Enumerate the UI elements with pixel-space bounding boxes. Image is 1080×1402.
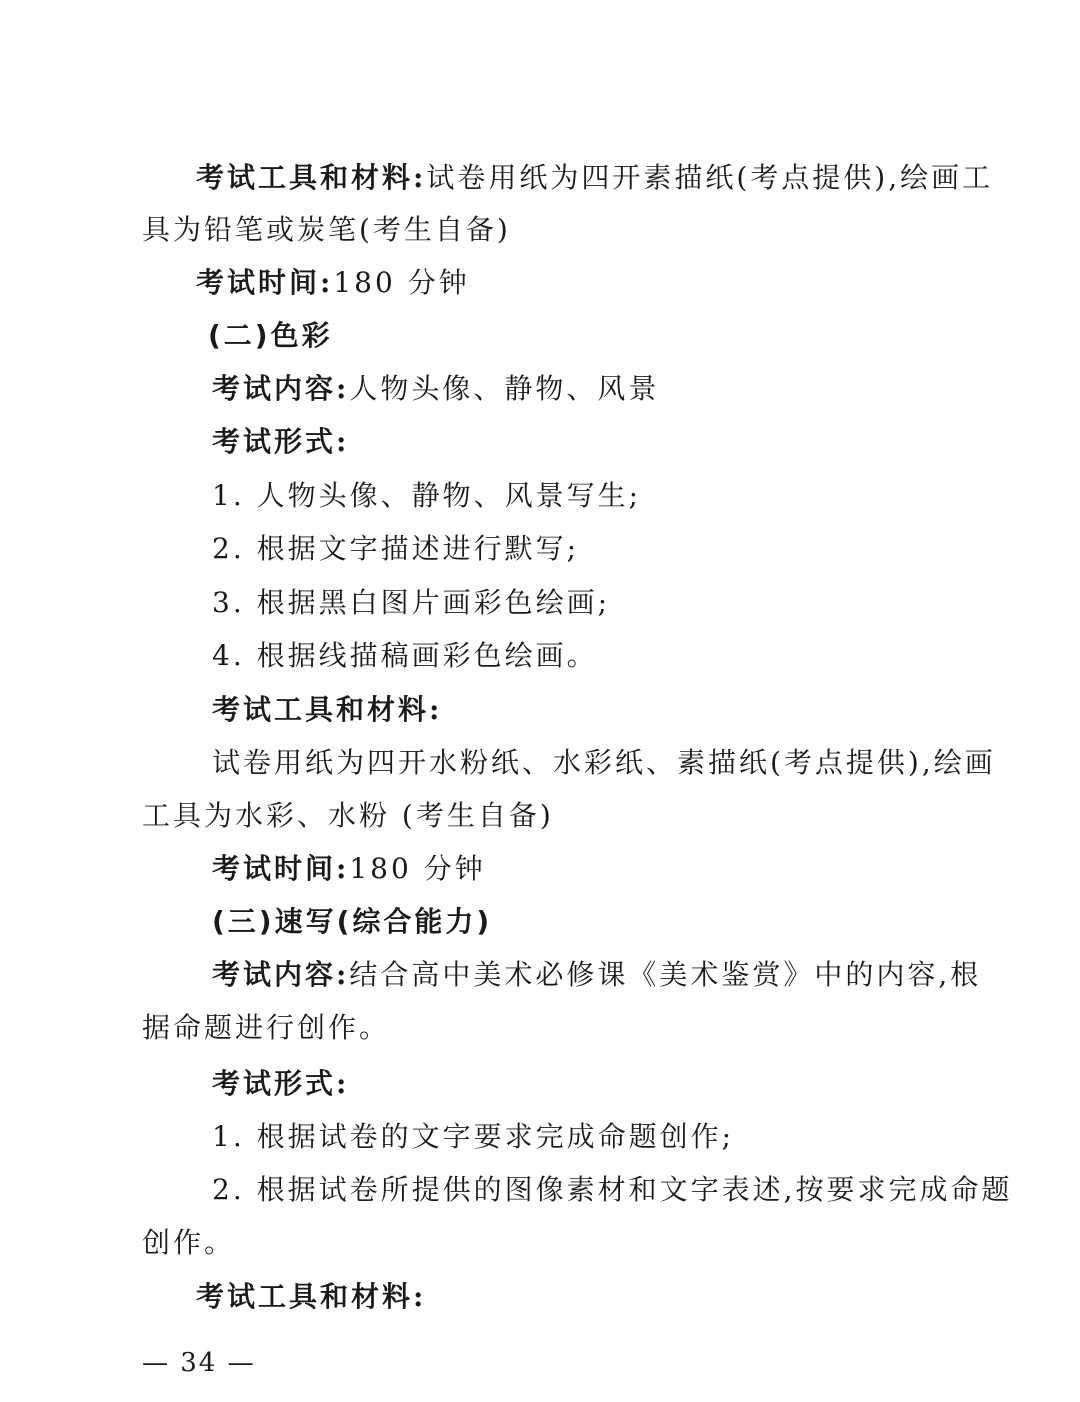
color-form-item-2: 2. 根据文字描述进行默写;: [212, 532, 580, 565]
color-tools-text-line-1: 试卷用纸为四开水粉纸、水彩纸、素描纸(考点提供),绘画: [212, 746, 996, 779]
color-form-item-1: 1. 人物头像、静物、风景写生;: [212, 479, 642, 512]
color-tools-label: 考试工具和材料:: [212, 693, 443, 726]
color-content-value: 人物头像、静物、风景: [349, 372, 660, 405]
sketch-content-line-2: 据命题进行创作。: [142, 1011, 391, 1044]
exam-time-value: 180 分钟: [333, 266, 470, 299]
sketch-form-label: 考试形式:: [212, 1067, 350, 1100]
tools-label: 考试工具和材料:: [196, 161, 427, 194]
page-number: — 34 —: [142, 1348, 256, 1378]
color-time-label: 考试时间:: [212, 852, 350, 885]
tools-text: 试卷用纸为四开素描纸(考点提供),绘画工: [426, 161, 994, 194]
color-form-item-3: 3. 根据黑白图片画彩色绘画;: [212, 586, 611, 619]
sketch-content-line-1: [212, 955, 982, 995]
sketch-content-text: 结合高中美术必修课《美术鉴赏》中的内容,根: [349, 958, 982, 991]
color-form-item-4: 4. 根据线描稿画彩色绘画。: [212, 639, 598, 672]
sketch-tools-label: 考试工具和材料:: [196, 1280, 427, 1313]
sketch-content-label: 考试内容:: [212, 958, 350, 991]
paragraph-tools-line-1: [196, 158, 994, 198]
color-tools-text-line-2: 工具为水彩、水粉 (考生自备): [142, 799, 554, 832]
color-time-value: 180 分钟: [349, 852, 486, 885]
color-content-line: [212, 369, 659, 409]
exam-time-line: [196, 263, 470, 303]
paragraph-tools-line-2: 具为铅笔或炭笔(考生自备): [142, 213, 511, 246]
sketch-form-item-2-line-2: 创作。: [142, 1226, 236, 1259]
sketch-form-item-2-line-1: 2. 根据试卷所提供的图像素材和文字表述,按要求完成命题: [212, 1173, 1013, 1206]
color-time-line: [212, 849, 486, 889]
sketch-form-item-1: 1. 根据试卷的文字要求完成命题创作;: [212, 1120, 735, 1153]
section-heading-color: (二)色彩: [208, 319, 333, 352]
section-heading-sketch: (三)速写(综合能力): [212, 905, 493, 938]
color-content-label: 考试内容:: [212, 372, 350, 405]
exam-time-label: 考试时间:: [196, 266, 334, 299]
color-form-label: 考试形式:: [212, 425, 350, 458]
